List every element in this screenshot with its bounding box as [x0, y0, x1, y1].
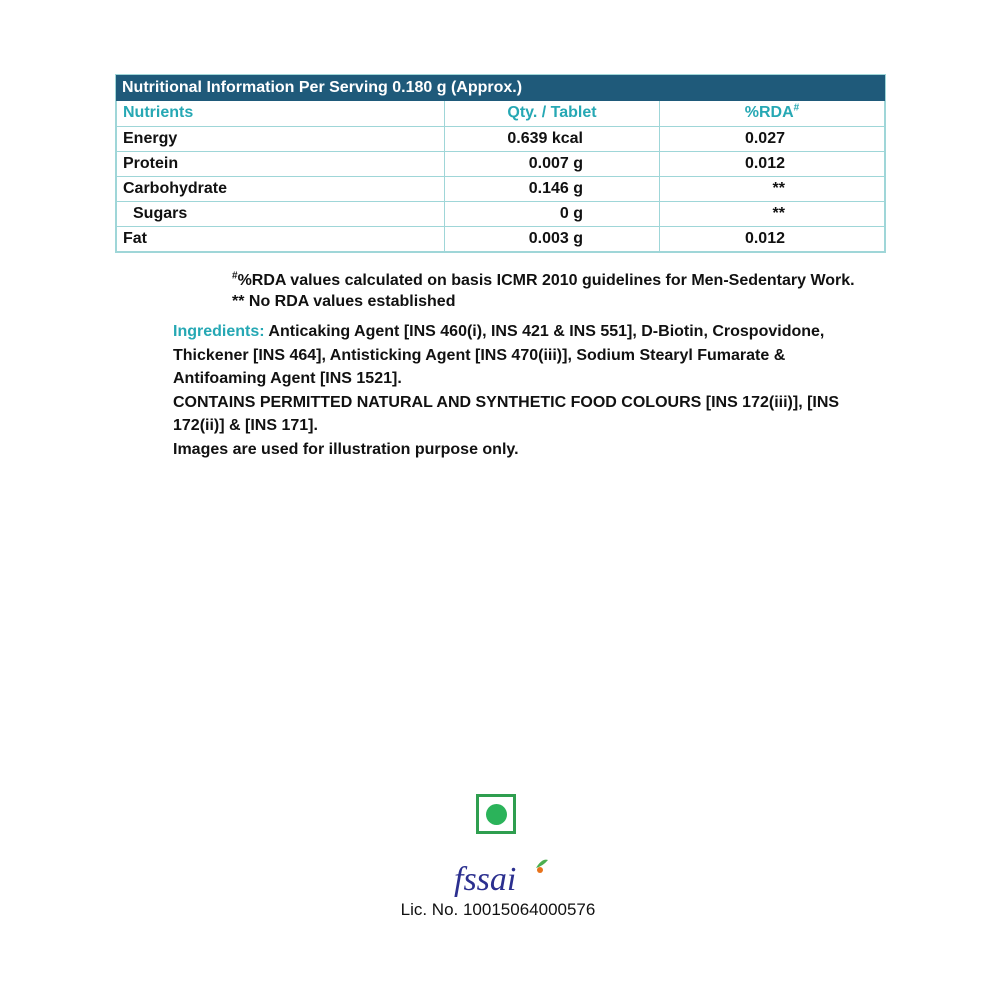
- fssai-logo-icon: [452, 850, 552, 900]
- nutrient-qty: 0.003 g: [445, 226, 660, 251]
- table-row: [117, 176, 885, 201]
- table-row: [117, 226, 885, 251]
- rda-hash-mark: #: [793, 102, 800, 114]
- col-header-rda: [660, 101, 885, 126]
- footnotes: [232, 270, 855, 312]
- ingredients-paragraph: [173, 320, 853, 391]
- nutrient-qty: 0.007 g: [445, 151, 660, 176]
- table-row: [117, 151, 885, 176]
- nutrient-rda: **: [660, 201, 885, 226]
- nutrient-rda: 0.027: [660, 126, 885, 151]
- nutrient-name: Protein: [117, 151, 445, 176]
- nutrient-rda: 0.012: [660, 226, 885, 251]
- colours-statement: CONTAINS PERMITTED NATURAL AND SYNTHETIC FOOD COLOURS [INS 172(iii)], [INS 172(ii)] & [INS 171].: [173, 393, 840, 434]
- nutrient-qty: 0.146 g: [445, 176, 660, 201]
- nutrient-qty: 0 g: [445, 201, 660, 226]
- nutrient-name: Sugars: [117, 201, 445, 226]
- nutrient-name: Carbohydrate: [117, 176, 445, 201]
- footnote-hash-mark: #: [232, 270, 238, 282]
- table-row: [117, 126, 885, 151]
- veg-symbol-icon: [476, 794, 516, 834]
- nutrient-name: Fat: [117, 226, 445, 251]
- nutrient-qty: 0.639 kcal: [445, 126, 660, 151]
- fssai-dot: [537, 867, 543, 873]
- table-row: [117, 201, 885, 226]
- nutrient-name: Energy: [117, 126, 445, 151]
- nutrition-table: [115, 74, 886, 253]
- nutrient-rda: 0.012: [660, 151, 885, 176]
- ingredients-block: [173, 320, 853, 461]
- col-header-rda-label: %RDA: [744, 104, 794, 122]
- footnote-rda-text: %RDA values calculated on basis ICMR 2010 guidelines for Men-Sedentary Work.: [237, 272, 855, 289]
- footnote-no-rda: ** No RDA values established: [232, 293, 456, 310]
- ingredients-label: Ingredients:: [173, 323, 265, 340]
- nutrient-rda: **: [660, 176, 885, 201]
- fssai-leaf: [536, 860, 548, 868]
- col-header-nutrients: Nutrients: [117, 101, 445, 126]
- col-header-qty: Qty. / Tablet: [445, 101, 660, 126]
- fssai-logo-text: fssai: [454, 861, 517, 898]
- nutrition-grid: [116, 101, 885, 252]
- table-header-row: [117, 101, 885, 126]
- illustration-disclaimer: Images are used for illustration purpose only.: [173, 440, 519, 458]
- footnote-rda: [232, 270, 855, 291]
- ingredients-text: Anticaking Agent [INS 460(i), INS 421 & INS 551], D-Biotin, Crospovidone, Thickener [INS 464], Antisticking Agent [INS 470(iii)], Sodium Stearyl Fumarate & Antifoaming Agent [INS 1521].: [173, 323, 825, 387]
- veg-dot: [486, 804, 507, 825]
- nutrition-table-title: Nutritional Information Per Serving 0.180 g (Approx.): [116, 75, 885, 101]
- license-number: Lic. No. 10015064000576: [400, 900, 596, 919]
